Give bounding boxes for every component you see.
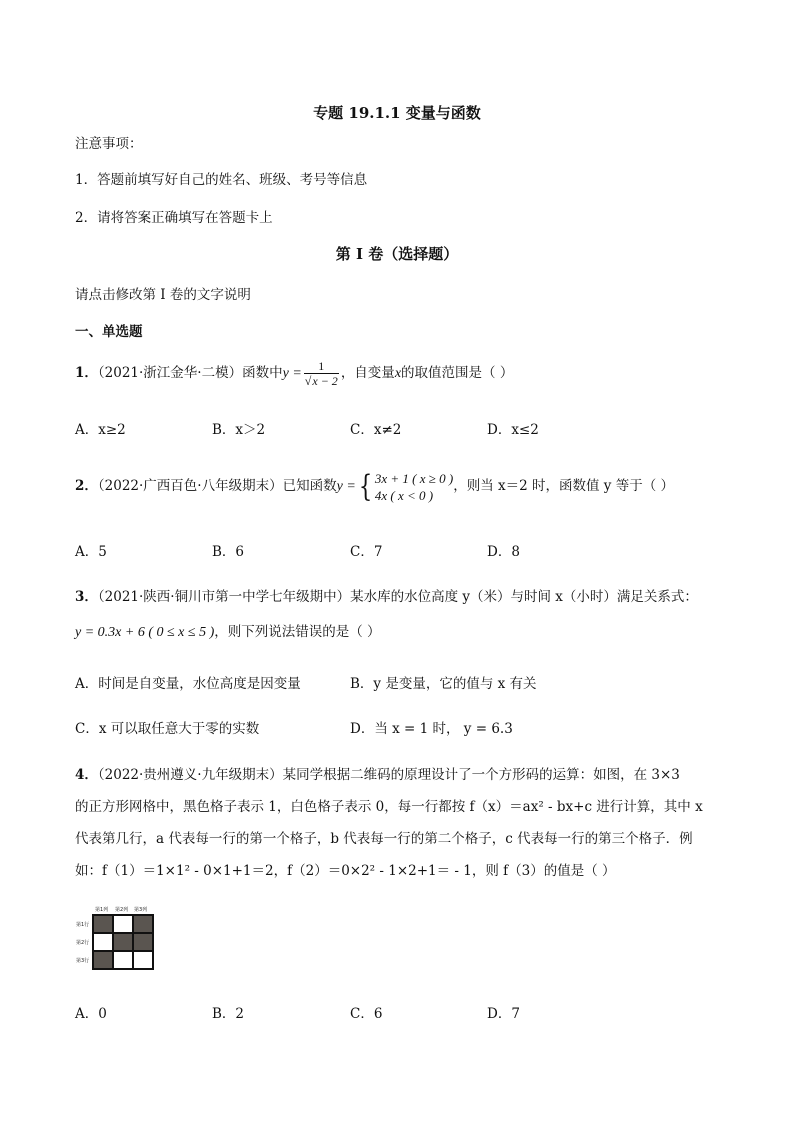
- question-3: [75, 585, 698, 605]
- option-c[interactable]: C．7: [350, 544, 383, 560]
- option-d[interactable]: D．当 x = 1 时， y = 6.3: [350, 721, 513, 737]
- grid-cell-white: [93, 933, 113, 951]
- option-d[interactable]: D．x≤2: [487, 422, 539, 438]
- question-number: 3．: [75, 589, 98, 605]
- page-title: 专题 19.1.1 变量与函数: [313, 104, 481, 122]
- question-text-end: 的取值范围是（ ）: [401, 365, 514, 381]
- question-number: 1．: [75, 365, 98, 381]
- option-a[interactable]: A．5: [75, 544, 107, 560]
- notice-heading: 注意事项：: [75, 136, 143, 152]
- option-b[interactable]: B．6: [212, 544, 245, 560]
- volume-desc: 请点击修改第 I 卷的文字说明: [75, 287, 251, 303]
- question-3-line-2: [75, 620, 381, 641]
- fraction: [304, 360, 339, 388]
- grid-cell-black: [113, 933, 133, 951]
- question-2: [75, 466, 674, 507]
- section-title: 一、单选题: [75, 324, 143, 340]
- question-1: [75, 356, 513, 391]
- variable: x: [394, 366, 402, 381]
- row-label-3: 第3行: [76, 958, 90, 964]
- question-4-line-3: 代表第几行，a 代表每一行的第一个格子，b 代表每一行的第二个格子，c 代表每一行的第三个格子．例: [75, 831, 693, 847]
- piecewise-cases: [375, 470, 453, 504]
- grid-cell-black: [133, 933, 153, 951]
- formula-lhs: y =: [282, 366, 302, 381]
- option-a[interactable]: A．0: [75, 1006, 107, 1022]
- option-a[interactable]: A．x≥2: [75, 422, 126, 438]
- grid-cell-white: [113, 915, 133, 933]
- fraction-numerator: 1: [318, 358, 325, 373]
- question-4-line-4: 如：f（1）＝1×1² - 0×1+1＝2，f（2）＝0×2² - 1×2+1＝ - 1，则 f（3）的值是（ ）: [75, 863, 616, 879]
- question-number: 2．: [75, 478, 98, 494]
- formula: y = 0.3x + 6 ( 0 ≤ x ≤ 5 ): [75, 625, 215, 640]
- grid-cell-white: [133, 951, 153, 969]
- grid-cell-black: [133, 915, 153, 933]
- option-c[interactable]: C．6: [350, 1006, 383, 1022]
- case-2: 4x ( x < 0 ): [374, 487, 434, 503]
- row-label-1: 第1行: [76, 922, 90, 928]
- option-c[interactable]: C．x 可以取任意大于零的实数: [75, 721, 260, 737]
- option-a[interactable]: A．时间是自变量，水位高度是因变量: [75, 676, 301, 692]
- grid-cells: [92, 914, 154, 970]
- brace-symbol: {: [358, 468, 373, 504]
- col-label-3: 第3列: [134, 907, 148, 913]
- question-text-end: ，则下列说法错误的是（ ）: [214, 624, 381, 640]
- question-4: [75, 763, 680, 783]
- option-d[interactable]: D．7: [487, 1006, 520, 1022]
- question-text: ，则当 x＝2 时，函数值 y 等于（ ）: [453, 478, 675, 494]
- grid-cell-black: [93, 915, 113, 933]
- option-d[interactable]: D．8: [487, 544, 520, 560]
- fraction-denominator: √x − 2: [304, 373, 338, 388]
- col-label-1: 第1列: [95, 907, 109, 913]
- case-1: 3x + 1 ( x ≥ 0 ): [374, 470, 454, 486]
- volume-title: 第 I 卷（选择题）: [335, 245, 459, 263]
- question-text: ，自变量: [340, 365, 395, 381]
- question-text: （2021·陕西·铜川市第一中学七年级期中）某水库的水位高度 y（米）与时间 x（小时）满足关系式：: [97, 589, 698, 605]
- notice-item-2: 2．请将答案正确填写在答题卡上: [75, 210, 273, 226]
- formula-lhs: y =: [336, 479, 356, 494]
- square-code-grid: [75, 905, 155, 969]
- grid-cell-white: [113, 951, 133, 969]
- option-b[interactable]: B．2: [212, 1006, 245, 1022]
- notice-item-1: 1．答题前填写好自己的姓名、班级、考号等信息: [75, 172, 368, 188]
- question-source: （2022·广西百色·八年级期末）已知函数: [97, 478, 337, 494]
- col-label-2: 第2列: [115, 907, 129, 913]
- question-source: （2021·浙江金华·二模）函数中: [97, 365, 283, 381]
- question-4-line-2: 的正方形网格中，黑色格子表示 1，白色格子表示 0，每一行都按 f（x）＝ax² - bx+c 进行计算，其中 x: [75, 799, 703, 815]
- question-number: 4．: [75, 767, 98, 783]
- option-b[interactable]: B．x＞2: [212, 422, 266, 438]
- sqrt-radicand: x − 2: [312, 373, 338, 388]
- option-c[interactable]: C．x≠2: [350, 422, 402, 438]
- option-b[interactable]: B．y 是变量，它的值与 x 有关: [350, 676, 537, 692]
- grid-cell-black: [93, 951, 113, 969]
- row-label-2: 第2行: [76, 940, 90, 946]
- question-text: （2022·贵州遵义·九年级期末）某同学根据二维码的原理设计了一个方形码的运算：如图，在 3×3: [97, 767, 680, 783]
